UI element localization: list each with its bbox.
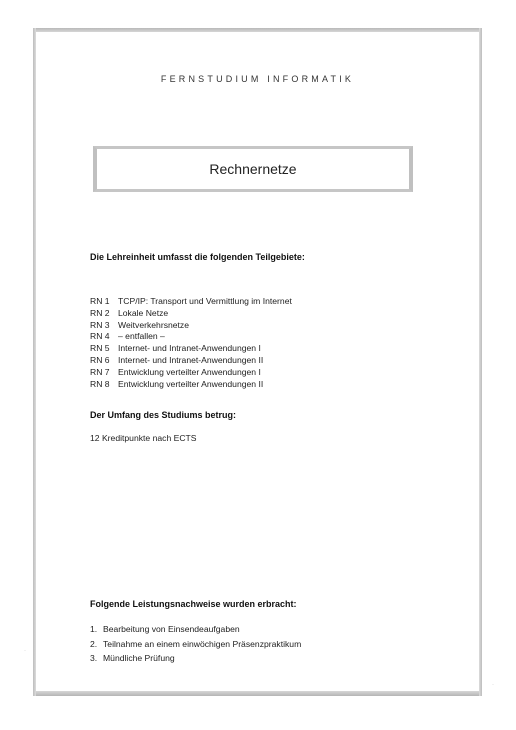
scope-text: 12 Kreditpunkte nach ECTS bbox=[90, 433, 197, 443]
topic-label: – entfallen – bbox=[118, 331, 165, 342]
list-item bbox=[90, 622, 470, 637]
page-border-top bbox=[33, 28, 482, 32]
topic-label: TCP/IP: Transport und Vermittlung im Internet bbox=[118, 296, 292, 306]
document-title: Rechnernetze bbox=[209, 161, 297, 177]
proof-number: 1. bbox=[90, 624, 98, 634]
scope-heading: Der Umfang des Studiums betrug: bbox=[90, 410, 237, 420]
scan-mark: · bbox=[24, 648, 26, 654]
list-item bbox=[90, 320, 470, 332]
list-item bbox=[90, 343, 470, 355]
topic-code: RN 5 bbox=[90, 343, 110, 354]
topic-code: RN 1 bbox=[90, 296, 110, 306]
list-item bbox=[90, 296, 470, 308]
topics-list bbox=[90, 296, 470, 390]
proof-label: Bearbeitung von Einsendeaufgaben bbox=[103, 624, 240, 634]
list-item bbox=[90, 308, 470, 320]
topic-code: RN 7 bbox=[90, 366, 110, 377]
topic-code: RN 8 bbox=[90, 378, 110, 389]
topic-code: RN 4 bbox=[90, 331, 110, 342]
proofs-list bbox=[90, 622, 470, 666]
topic-code: RN 2 bbox=[90, 307, 110, 318]
title-frame bbox=[93, 146, 413, 192]
topics-heading: Die Lehreinheit umfasst die folgenden Teilgebiete: bbox=[90, 252, 305, 262]
list-item bbox=[90, 637, 470, 652]
proof-number: 2. bbox=[90, 638, 98, 649]
list-item bbox=[90, 651, 470, 666]
proofs-heading: Folgende Leistungsnachweise wurden erbracht: bbox=[90, 599, 297, 609]
program-header: FERNSTUDIUM INFORMATIK bbox=[160, 74, 355, 84]
scan-mark: · bbox=[492, 682, 494, 688]
topic-label: Entwicklung verteilter Anwendungen II bbox=[118, 378, 264, 389]
proof-label: Teilnahme an einem einwöchigen Präsenzpraktikum bbox=[103, 638, 302, 649]
topic-label: Weitverkehrsnetze bbox=[118, 319, 190, 330]
document-page bbox=[33, 28, 482, 696]
proof-number: 3. bbox=[90, 653, 98, 663]
list-item bbox=[90, 331, 470, 343]
topic-label: Lokale Netze bbox=[118, 307, 169, 318]
proof-label: Mündliche Prüfung bbox=[103, 653, 175, 663]
topic-label: Entwicklung verteilter Anwendungen I bbox=[118, 366, 261, 377]
topic-code: RN 3 bbox=[90, 319, 110, 330]
topic-code: RN 6 bbox=[90, 354, 110, 365]
list-item bbox=[90, 379, 470, 391]
page-border-right bbox=[479, 28, 482, 696]
topic-label: Internet- und Intranet-Anwendungen II bbox=[118, 354, 264, 365]
list-item bbox=[90, 355, 470, 367]
page-border-left bbox=[33, 28, 36, 696]
topic-label: Internet- und Intranet-Anwendungen I bbox=[118, 343, 261, 354]
list-item bbox=[90, 367, 470, 379]
page-border-bottom bbox=[33, 691, 482, 696]
